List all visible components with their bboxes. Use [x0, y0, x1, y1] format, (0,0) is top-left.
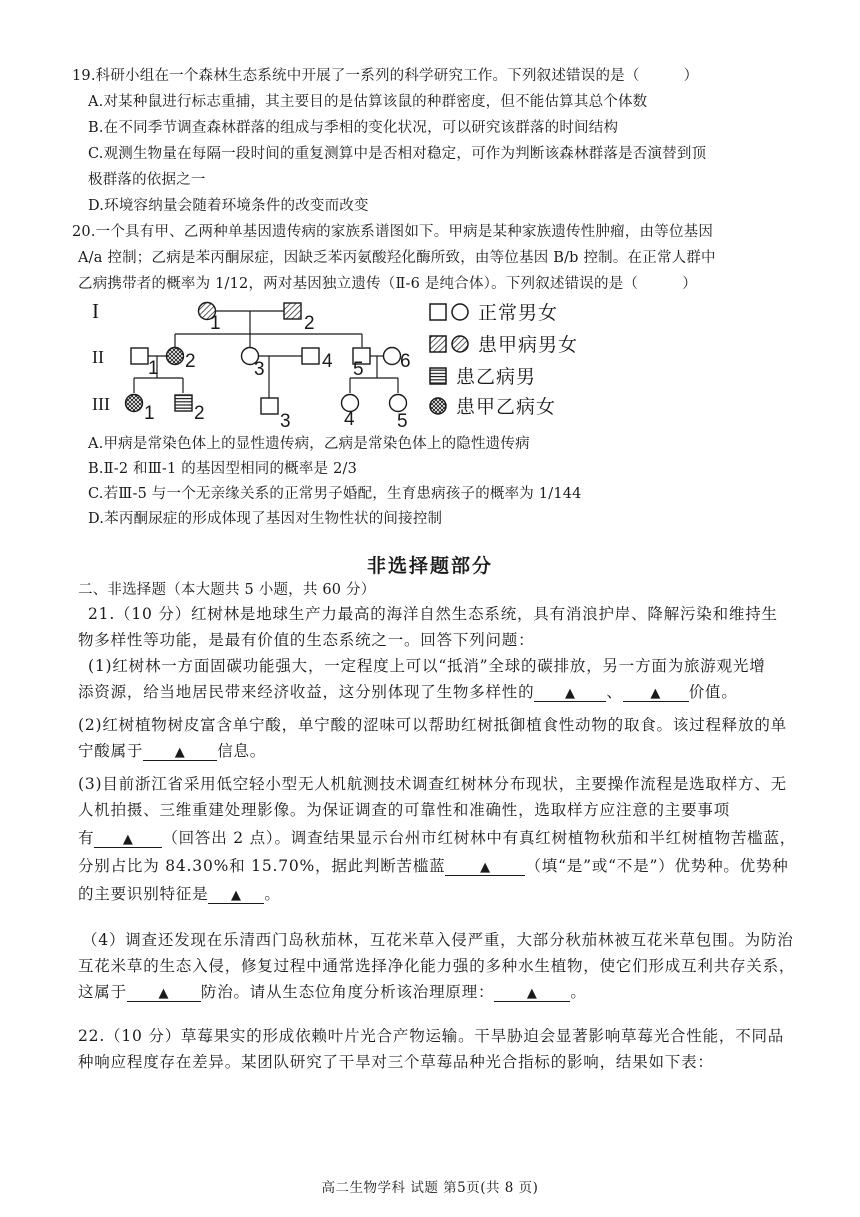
num-II-1: 1 [148, 358, 159, 379]
q21-p4-mid: 防治。请从生态位角度分析该治理原理： [200, 983, 495, 1001]
num-III-4: 4 [344, 409, 355, 427]
q21-p3e-tail: 。 [264, 885, 281, 903]
q21-p3e-text: 的主要识别特征是 [78, 885, 209, 903]
q20-stem-cont-1: A/a 控制；乙病是苯丙酮尿症，因缺乏苯丙氨酸羟化酶所致，由等位基因 B/b 控制。在正常人群中 [78, 250, 716, 266]
legend-jia [428, 330, 578, 357]
q21-p1-tail: 价值。 [688, 683, 738, 701]
legend-yi [428, 362, 536, 389]
answer-blank-8[interactable] [494, 984, 570, 1002]
num-I-1: 1 [210, 313, 221, 334]
q21-p3d-tail: （填“是”或“不是”）优势种。优势种 [525, 857, 789, 875]
q19-option-c: C.观测生物量在每隔一段时间的重复测算中是否相对稳定，可作为判断该森林群落是否演替到顶 [88, 146, 707, 162]
q19-stem: 19.科研小组在一个森林生态系统中开展了一系列的科学研究工作。下列叙述错误的是（ ） [72, 68, 699, 84]
legend-normal-label: 正常男女 [478, 302, 559, 324]
pedigree-III-5 [390, 395, 407, 412]
answer-blank-2[interactable] [623, 684, 689, 702]
part-two-heading: 二、非选择题（本大题共 5 小题，共 60 分） [78, 582, 376, 598]
q22-stem: 22.（10 分）草莓果实的形成依赖叶片光合产物运输。干旱胁迫会显著影响草莓光合性能，不同品 [78, 1027, 785, 1045]
q19-option-b: B.在不同季节调查森林群落的组成与季相的变化状况，可以研究该群落的时间结构 [88, 120, 619, 136]
crosshatch-circle-icon [428, 396, 448, 416]
answer-blank-6[interactable] [208, 886, 264, 904]
pedigree-chart [92, 292, 422, 427]
q20-stem-cont-2: 乙病携带者的概率为 1/12，两对基因独立遗传（Ⅱ-6 是纯合体）。下列叙述错误的是（ ） [78, 276, 697, 292]
legend-jiayi-label: 患甲乙病女 [456, 396, 557, 418]
legend-normal [428, 298, 558, 325]
blank-marker: ▲ [174, 745, 186, 760]
q21-p3-line5 [78, 884, 281, 904]
blank-marker: ▲ [158, 986, 170, 1001]
gen-label-II: II [92, 347, 104, 367]
answer-blank-5[interactable] [445, 858, 525, 876]
striped-square-icon [428, 366, 448, 386]
q21-p4-text: 这属于 [78, 983, 127, 1001]
q21-p1-sep: 、 [606, 683, 623, 701]
q21-p4-line1: （4）调查还发现在乐清西门岛秋茄林，互花米草入侵严重，大部分秋茄林被互花米草包围。为防治 [82, 931, 794, 949]
legend-jia-label: 患甲病男女 [478, 334, 579, 356]
q21-p3-text: 有 [78, 829, 95, 847]
pedigree-I-2 [284, 303, 301, 319]
q21-p2-tail: 信息。 [217, 742, 267, 760]
q21-p2-text: 宁酸属于 [78, 742, 144, 760]
q21-p3-line2: 人机拍摄、三维重建处理影像。为保证调查的可靠性和准确性，选取样方应注意的主要事项 [78, 801, 731, 819]
num-III-1: 1 [144, 403, 155, 424]
hatched-symbols-icon [428, 334, 470, 354]
q19-option-a: A.对某种鼠进行标志重捕，其主要目的是估算该鼠的种群密度，但不能估算其总个体数 [88, 94, 648, 110]
blank-marker: ▲ [565, 686, 576, 701]
q21-p2-line2 [78, 741, 266, 761]
q21-p4-tail: 。 [570, 983, 587, 1001]
normal-symbols-icon [428, 302, 470, 322]
answer-blank-4[interactable] [94, 830, 162, 848]
q21-p3-line3 [78, 828, 796, 848]
blank-marker: ▲ [122, 832, 134, 847]
q21-p1-line1: (1)红树林一方面固碳功能强大，一定程度上可以“抵消”全球的碳排放，另一方面为旅游观光增 [88, 657, 766, 675]
num-II-6: 6 [400, 351, 411, 372]
q20-option-a: A.甲病是常染色体上的显性遗传病，乙病是常染色体上的隐性遗传病 [88, 436, 530, 452]
num-III-3: 3 [280, 411, 291, 427]
blank-marker: ▲ [231, 888, 242, 903]
pedigree-III-3 [261, 398, 278, 414]
blank-marker: ▲ [650, 686, 662, 701]
q21-p3-tail: （回答出 2 点）。调查结果显示台州市红树林中有真红树植物秋茄和半红树植物苦槛蓝， [162, 829, 797, 847]
q21-stem: 21.（10 分）红树林是地球生产力最高的海洋自然生态系统，具有消浪护岸、降解污染和维持生 [88, 605, 778, 623]
gen-label-III: III [92, 394, 110, 414]
q20-option-b: B.Ⅱ-2 和Ⅲ-1 的基因型相同的概率是 2/3 [88, 461, 358, 477]
pedigree-II-6 [384, 348, 401, 365]
q21-p4-line3 [78, 982, 587, 1002]
blank-marker: ▲ [526, 986, 538, 1001]
num-III-2: 2 [194, 403, 205, 424]
q20-stem: 20.一个具有甲、乙两种单基因遗传病的家族系谱图如下。甲病是某种家族遗传性肿瘤，由等位基因 [72, 224, 714, 240]
q22-stem-cont: 种响应程度存在差异。某团队研究了干旱对三个草莓品种光合指标的影响，结果如下表： [78, 1053, 714, 1071]
num-II-4: 4 [322, 351, 333, 372]
page-footer: 高二生物学科 试题 第5页(共 8 页) [321, 1180, 539, 1196]
num-III-5: 5 [397, 411, 408, 427]
q20-option-d: D.苯丙酮尿症的形成体现了基因对生物性状的间接控制 [88, 511, 443, 527]
answer-blank-3[interactable] [143, 743, 217, 761]
pedigree-II-1 [131, 348, 148, 364]
blank-marker: ▲ [480, 860, 491, 875]
pedigree-III-1 [126, 395, 143, 412]
q21-stem-cont: 物多样性等功能，是最有价值的生态系统之一。回答下列问题： [78, 631, 535, 649]
num-II-5: 5 [353, 359, 364, 380]
section-title: 非选择题部分 [366, 555, 493, 577]
legend-jiayi [428, 392, 556, 419]
q19-option-d: D.环境容纳量会随着环境条件的改变而改变 [88, 198, 369, 214]
q19-option-c-cont: 极群落的依据之一 [88, 172, 206, 188]
gen-label-I: I [92, 299, 99, 323]
q20-option-c: C.若Ⅲ-5 与一个无亲缘关系的正常男子婚配，生育患病孩子的概率为 1/144 [88, 486, 582, 502]
num-I-2: 2 [304, 313, 315, 334]
pedigree-III-2 [175, 395, 192, 411]
q21-p3d-text: 分别占比为 84.30%和 15.70%，据此判断苦槛蓝 [78, 857, 446, 875]
legend-yi-label: 患乙病男 [456, 366, 537, 388]
answer-blank-7[interactable] [127, 984, 201, 1002]
answer-blank-1[interactable] [534, 684, 606, 702]
q21-p1-line2 [78, 682, 738, 702]
q21-p3-line4 [78, 856, 789, 876]
num-II-3: 3 [254, 359, 265, 380]
pedigree-II-4 [302, 348, 319, 364]
q21-p2-line1: (2)红树植物树皮富含单宁酸，单宁酸的涩味可以帮助红树抵御植食性动物的取食。该过程释放的单 [78, 716, 787, 734]
q21-p1-text: 添资源，给当地居民带来经济收益，这分别体现了生物多样性的 [78, 683, 535, 701]
num-II-2: 2 [185, 351, 196, 372]
q21-p4-line2: 互花米草的生态入侵，修复过程中通常选择净化能力强的多种水生植物，使它们形成互利共存关系， [78, 957, 796, 975]
pedigree-II-2 [167, 348, 184, 365]
q21-p3-line1: (3)目前浙江省采用低空轻小型无人机航测技术调查红树林分布现状，主要操作流程是选取样方、无 [78, 775, 787, 793]
